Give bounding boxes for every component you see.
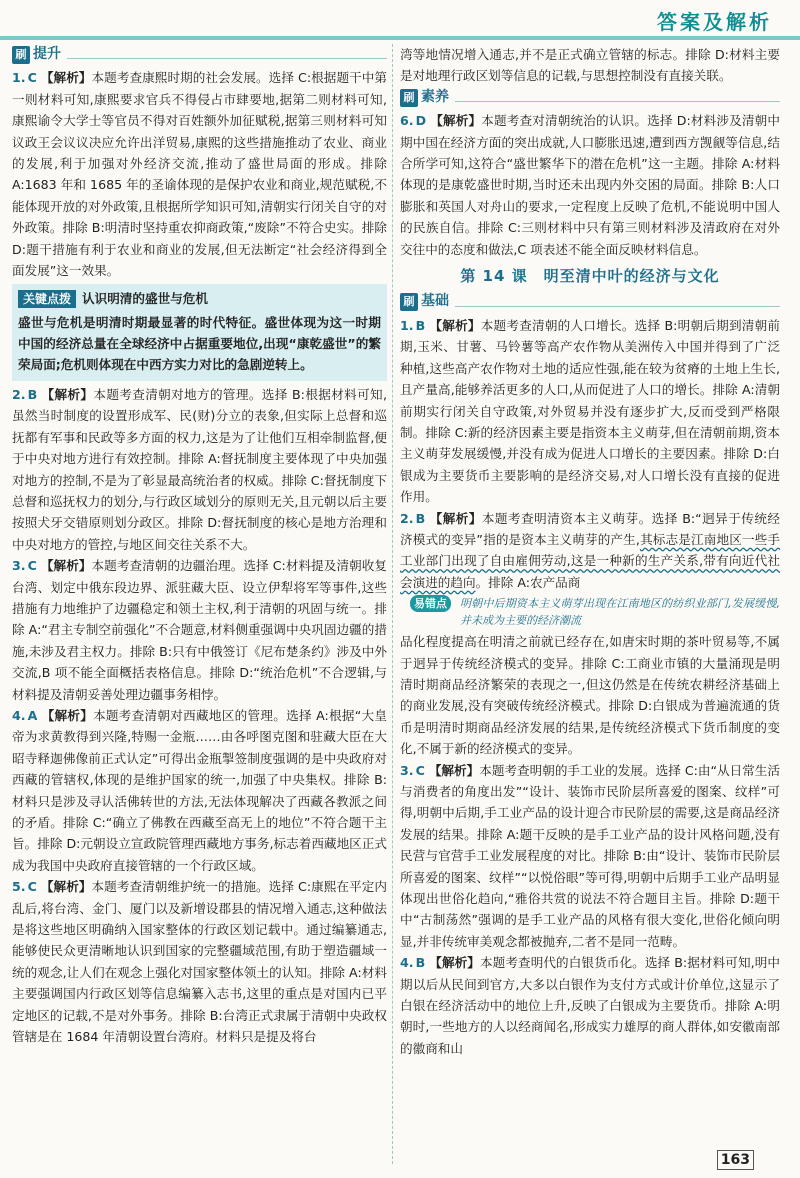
analysis-tag: 【解析】 [429, 510, 482, 526]
question-number: 3. [12, 558, 26, 574]
section-title: 提升 [33, 46, 61, 62]
error-tip-text: 明朝中后期资本主义萌芽出现在江南地区的纺织业部门,发展缓慢,并未成为主要的经济潮流 [460, 597, 780, 628]
section-title: 素养 [421, 88, 449, 105]
header-title: 答案及解析 [657, 10, 772, 34]
answer-item-l14-2-continued: 品化程度提高在明清之前就已经存在,如唐宋时期的茶叶贸易等,不属于迥异于传统经济模式的变异。排除 C:工商业市镇的大量涌现是明清时期商品经济繁荣的表现之一,但这仍然是在传统农耕经济基础上的商业发展,没有突破传统经济模式。排除 D:白银成为普遍流通的货币是明清时期商品经济发展的结果,是传统经济模式下货币制度的变化,不属于新的经济模式的变异。 [400, 634, 780, 757]
section-jichu [400, 291, 780, 312]
section-rule [455, 298, 780, 307]
question-number: 5. [12, 879, 26, 895]
analysis-text: 本题考查明代的白银货币化。选择 B:据材料可知,明中期以后从民间到官方,大多以白银作为支付方式或计价单位,这显示了白银在经济活动中的地位上升,反映了白银成为主要货币。排除 A:明朝时,一些地方的人以经商闻名,形成实力雄厚的商人群体,如安徽南部的徽商和山 [400, 955, 780, 1056]
header-bar [0, 0, 800, 40]
analysis-text: 本题考查明清资本主义萌芽。选择 B:“迥异于传统经济模式的变异”指的是资本主义萌芽的产生, [400, 510, 780, 547]
key-point-header [18, 288, 381, 309]
analysis-tag: 【解析】 [40, 879, 92, 895]
analysis-tag: 【解析】 [429, 955, 480, 971]
answer-letter: C [27, 879, 37, 895]
analysis-tag: 【解析】 [430, 113, 482, 129]
question-number: 1. [12, 70, 26, 86]
section-flag-icon: 刷 [400, 89, 418, 107]
answer-item-6 [400, 110, 780, 260]
answer-letter: C [27, 70, 37, 86]
right-column [400, 44, 780, 1059]
answer-item-l14-4 [400, 952, 780, 1059]
analysis-text: 本题考查清朝对西藏地区的管理。选择 A:根据“大皇帝为求黄教得到兴隆,特赐一金瓶……由各呼图克图和驻藏大臣在大昭寺释迦佛像前正式认定”可得出金瓶掣签制度强调的是中央政府对西藏的管辖权,体现的是维护国家的统一,加强了中央集权。排除 B:材料只是涉及寻认活佛转世的方法,无法体现解决了西藏各教派之间的矛盾。排除 C:“确立了佛教在西藏至高无上的地位”不符合题干主旨。排除 D:元朝设立宣政院管理西藏地方事务,标志着西藏地区正式成为我国中央政府直接管辖的一个行政区域。 [12, 707, 387, 873]
question-number: 6. [400, 113, 414, 129]
column-divider [392, 44, 393, 1164]
question-number: 2. [400, 510, 414, 526]
error-tip [410, 595, 780, 629]
lesson-title: 第 14 课 明至清中叶的经济与文化 [460, 267, 720, 286]
section-flag-icon: 刷 [400, 293, 418, 311]
analysis-tag: 【解析】 [428, 762, 480, 778]
key-point-body: 盛世与危机是明清时期最显著的时代特征。盛世体现为这一时期中国的经济总量在全球经济中占据重要地位,出现“康乾盛世”的繁荣局面;危机则体现在中西方实力对比的急剧逆转上。 [18, 314, 381, 372]
page-number: 163 [717, 1150, 754, 1170]
answer-item-2 [12, 384, 387, 555]
key-point-label: 关键点拨 [18, 290, 76, 308]
answer-item-l14-2 [400, 508, 780, 594]
analysis-text: 本题考查清朝的人口增长。选择 B:明朝后期到清朝前期,玉米、甘薯、马铃薯等高产农作物从美洲传入中国并得到了广泛种植,这些高产农作物对土地的适应性强,能在较为贫瘠的土地上生长,且产量高,能够养活更多的人口,从而促进了人口的增长。排除 A:清朝前期实行闭关自守政策,对外贸易并没有逐步扩大,反而受到严格限制。排除 C:新的经济因素主要是指资本主义萌芽,但在清朝前期,资本主义萌芽发展缓慢,并没有成为促进人口增长的主要因素。排除 D:白银成为主要货币主要影响的是经济交易,对人口增长没有直接的促进作用。 [400, 317, 781, 505]
error-tip-badge: 易错点 [410, 595, 451, 612]
analysis-text: 本题考查清朝维护统一的措施。选择 C:康熙在平定内乱后,将台湾、金门、厦门以及新增设郡县的情况增入通志,这种做法是将这些地区明确纳入国家整体的行政区划记载中。通过编纂通志,能够使民众更清晰地认识到国家的完整疆域范围,有助于塑造疆域一统的观念,让人们在观念上强化对国家整体领土的认知。排除 A:材料主要强调国内行政区划等信息编纂入志书,这里的重点是对国内已平定地区的记载,不是对外事务。排除 B:台湾正式隶属于清朝中央政权管辖是在 1684 年清朝设置台湾府。材料只是提及将台 [12, 879, 388, 1045]
question-number: 1. [400, 317, 414, 333]
key-point-title: 认识明清的盛世与危机 [82, 291, 208, 307]
answer-item-5 [12, 876, 387, 1047]
key-point-box [12, 284, 387, 380]
analysis-tag: 【解析】 [41, 707, 94, 723]
answer-letter: B [415, 317, 426, 333]
analysis-text: 本题考查清朝的边疆治理。选择 C:材料提及清朝收复台湾、划定中俄东段边界、派驻藏大臣、设立伊犁将军等事件,这些措施有力地维护了边疆稳定和领土主权,利于清朝的巩固与统一。排除 A:“君主专制空前强化”不合题意,材料侧重强调中央巩固边疆的措施,未涉及君主权力。排除 B:只有中俄签订《尼布楚条约》涉及中外交流,B 项不能全面概括表格信息。排除 D:“统治危机”不合逻辑,与材料提及清朝妥善处理边疆事务相悖。 [12, 558, 388, 702]
analysis-tag: 【解析】 [40, 70, 92, 86]
answer-letter: B [415, 510, 426, 526]
analysis-text: 本题考查明朝的手工业的发展。选择 C:由“从日常生活与消费者的角度出发”“设计、装饰市民阶层所喜爱的图案、纹样”可得,明朝中后期,手工业产品的设计迎合市民阶层的需要,这是商品经济发展的结果。排除 A:题干反映的是手工业产品的设计风格问题,没有民营与官营手工业发展程度的对比。排除 B:由“设计、装饰市民阶层所喜爱的图案、纹样”“以悦俗眼”等可得,明朝中后期手工业产品明显体现出世俗化趋向,“雅俗共赏的说法不符合题目主旨。排除 D:题干中“古制荡然”强调的是手工业产品的风格有很大变化,世俗化倾向明显,并非传统审美观念都被抛弃,二者不是同一范畴。 [400, 762, 780, 949]
question-number: 4. [12, 707, 26, 723]
analysis-text: 本题考查清朝对地方的管理。选择 B:根据材料可知,虽然当时制度的设置形成军、民(财)分立的表象,但实际上总督和巡抚都有军事和民政等多方面的权力,这是为了让他们互相牵制监督,便于中央对地方进行有效控制。排除 A:督抚制度主要体现了中央加强对地方的控制,不是为了彰显最高统治者的权威。排除 C:督抚制度下总督和巡抚权力的划分,与行政区域划分的原则无关,且元朝以后主要按照犬牙交错原则划分政区。排除 D:督抚制度的核心是地方治理和中央对地方的管控,与地区间交往关系不大。 [12, 386, 388, 552]
answer-letter: B [27, 386, 38, 402]
answer-item-l14-3 [400, 760, 780, 953]
section-suyang [400, 87, 780, 108]
question-number: 3. [400, 762, 414, 778]
analysis-tag: 【解析】 [429, 317, 481, 333]
section-rule [455, 93, 780, 102]
answer-item-l14-1 [400, 315, 780, 508]
answer-letter: D [415, 113, 427, 129]
analysis-text: 本题考查对清朝统治的认识。选择 D:材料涉及清朝中期中国在经济方面的突出成就,人口膨胀迅速,遭到西方觊觎等信息,结合所学可知,这符合“盛世繁华下的潜在危机”这一主题。排除 A:材料体现的是康乾盛世时期,当时还未出现内外交困的局面。排除 B:人口膨胀和英国人对舟山的要求,一定程度上反映了危机,不能说明中国人的民族自信。排除 C:三则材料中只有第三则材料涉及清政府在对外交往中的态度和做法,C 项表述不能全面反映材料信息。 [400, 113, 780, 257]
answer-item-1 [12, 67, 387, 281]
section-title: 基础 [421, 293, 449, 310]
analysis-text: 。排除 A:农产品商 [475, 574, 581, 590]
left-column [12, 44, 387, 1047]
answer-item-3 [12, 555, 387, 705]
section-tisheng [12, 44, 387, 65]
underlined-key-text: 其标志是江南地区一些手工业部门出现了自由雇佣劳动,这是一种新的生产关系,带有向近代社会演进的趋向 [400, 531, 781, 590]
answer-item-4 [12, 705, 387, 876]
question-number: 2. [12, 386, 26, 402]
answer-letter: C [27, 558, 37, 574]
answer-letter: A [27, 707, 38, 723]
analysis-tag: 【解析】 [40, 558, 92, 574]
analysis-text: 本题考查康熙时期的社会发展。选择 C:根据题干中第一则材料可知,康熙要求官兵不得侵占市肆要地,据第二则材料可知,康熙谕令大学士等官员不得对百姓额外加征赋税,据第三则材料可知议政王会议议决应允许出洋贸易,康熙的这些措施推动了农业、商业的发展,利于加强对外经济交流,推动了盛世局面的形成。排除 A:1683 年和 1685 年的圣谕体现的是保护农业和商业,规范赋税,不能体现开放的对外政策,且根据所学知识可知,清朝实行闭关自守的对外政策。排除 B:明清时坚持重农抑商政策,“废除”不符合史实。排除 D:题干措施有利于农业和商业的发展,但无法断定“社会经济得到全面发展”这一效果。 [12, 70, 388, 279]
answer-item-5-continued: 湾等地情况增入通志,并不是正式确立管辖的标志。排除 D:材料主要是对地理行政区划等信息的记载,与思想控制没有直接关联。 [400, 47, 780, 84]
answer-letter: C [415, 762, 425, 778]
section-rule [67, 50, 387, 59]
analysis-tag: 【解析】 [41, 386, 94, 402]
header-rule [0, 36, 800, 40]
section-flag-icon: 刷 [12, 46, 30, 64]
question-number: 4. [400, 955, 414, 971]
answer-letter: B [415, 955, 426, 971]
